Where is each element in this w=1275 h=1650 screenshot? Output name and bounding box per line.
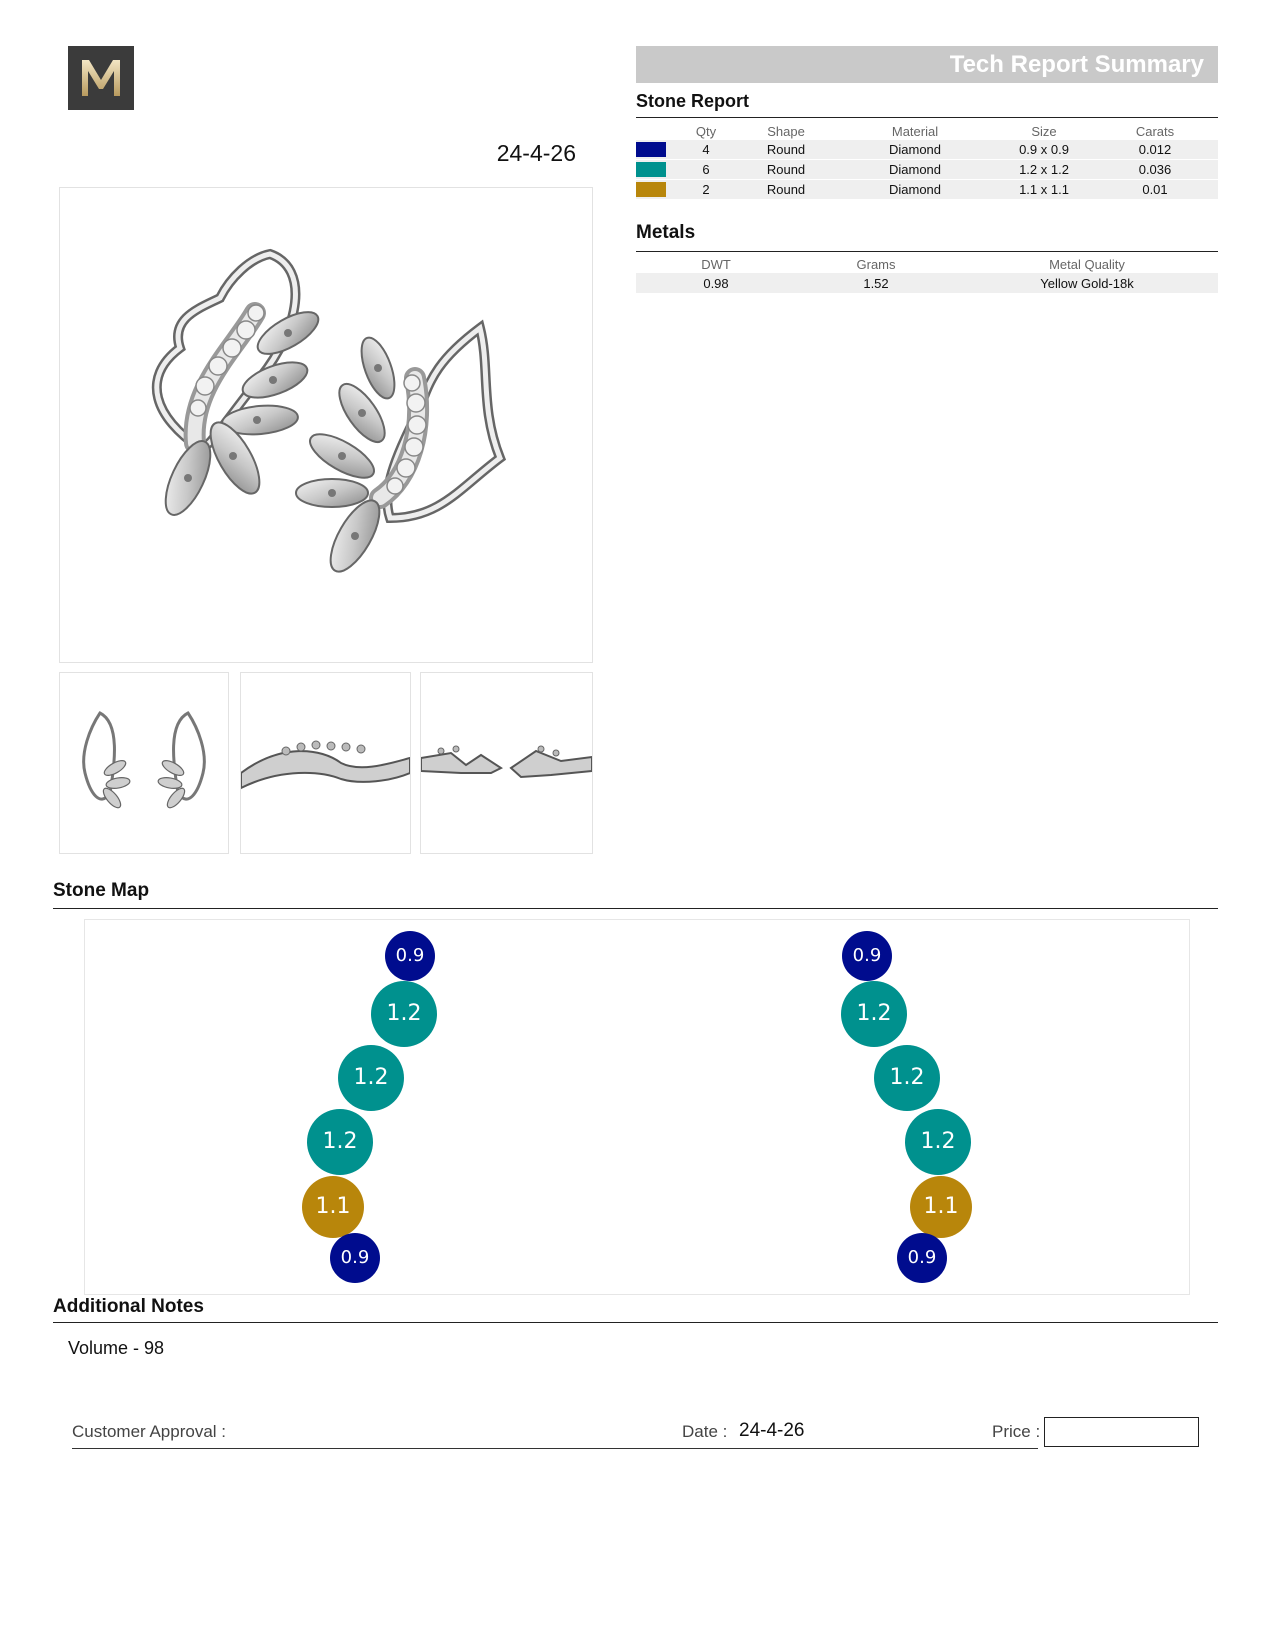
metal-grams: 1.52	[796, 273, 956, 293]
stone-material: Diamond	[888, 162, 942, 177]
stone-map-title: Stone Map	[53, 880, 150, 901]
stone-report-row	[636, 140, 1218, 160]
stone-carats: 0.01	[1142, 182, 1168, 197]
metal-dwt: 0.98	[636, 273, 796, 293]
left-earring	[157, 254, 325, 521]
stone-color-swatch	[636, 142, 666, 157]
report-date: 24-4-26	[496, 140, 576, 166]
approval-signature-line	[72, 1448, 1038, 1449]
stone-size: 0.9 x 0.9	[1019, 142, 1069, 157]
notes-rule	[53, 1322, 1218, 1323]
stone-qty: 6	[702, 162, 710, 177]
metals-title: Metals	[636, 222, 696, 243]
stone-map-left-stone: 1.1	[302, 1176, 364, 1238]
main-render-image	[59, 187, 593, 663]
stone-map-right-stone: 1.2	[874, 1045, 940, 1111]
stone-size: 1.1 x 1.1	[1019, 182, 1069, 197]
thumb-side-icon	[241, 673, 410, 853]
date-label: Date :	[682, 1422, 728, 1441]
stone-map-right-stone: 0.9	[842, 931, 892, 981]
metals-header	[636, 255, 1218, 273]
stone-material: Diamond	[888, 182, 942, 197]
thumbnail-front-view[interactable]	[59, 672, 229, 854]
date-value: 24-4-26	[739, 1420, 805, 1441]
stone-report-row	[636, 180, 1218, 200]
stone-report-header	[636, 122, 1218, 140]
stone-map-rule	[53, 908, 1218, 909]
stone-shape: Round	[766, 142, 806, 157]
col-grams: Grams	[856, 256, 896, 272]
stone-map-right-stone: 1.2	[841, 981, 907, 1047]
stone-report-title: Stone Report	[636, 91, 750, 111]
col-dwt: DWT	[701, 256, 731, 272]
notes-text: Volume - 98	[68, 1338, 165, 1358]
metals-rule	[636, 251, 1218, 252]
stone-color-swatch	[636, 182, 666, 197]
stone-map-left-stone: 1.2	[307, 1109, 373, 1175]
metal-quality: Yellow Gold-18k	[956, 273, 1218, 293]
stone-map-panel	[84, 919, 1190, 1295]
stone-map-left-stone: 1.2	[371, 981, 437, 1047]
thumb-top-icon	[421, 673, 592, 853]
earrings-render	[60, 188, 592, 662]
stone-report-table	[636, 122, 1218, 200]
stone-shape: Round	[766, 182, 806, 197]
stone-color-swatch-cell	[636, 140, 674, 160]
stone-color-swatch	[636, 162, 666, 177]
metals-table	[636, 255, 1218, 293]
stone-color-swatch-cell	[636, 160, 674, 180]
col-metal-quality: Metal Quality	[1049, 256, 1125, 272]
stone-report-rule	[636, 117, 1218, 118]
stone-shape: Round	[766, 162, 806, 177]
stone-carats: 0.012	[1138, 142, 1172, 157]
thumbnail-side-view[interactable]	[240, 672, 411, 854]
price-input-box[interactable]	[1044, 1417, 1199, 1447]
stone-qty: 4	[702, 142, 710, 157]
stone-material: Diamond	[888, 142, 942, 157]
stone-map-right-stone: 1.2	[905, 1109, 971, 1175]
col-carats: Carats	[1135, 123, 1175, 139]
col-shape: Shape	[767, 123, 805, 139]
col-qty: Qty	[695, 123, 717, 139]
right-earring	[296, 328, 500, 579]
stone-size: 1.2 x 1.2	[1019, 162, 1069, 177]
thumbnail-top-view[interactable]	[420, 672, 593, 854]
additional-notes-title: Additional Notes	[53, 1296, 204, 1317]
col-material: Material	[891, 123, 939, 139]
report-banner	[636, 46, 1218, 83]
stone-color-swatch-cell	[636, 180, 674, 200]
col-size: Size	[1031, 123, 1057, 139]
logo-m-icon	[68, 46, 134, 110]
customer-approval-label: Customer Approval :	[72, 1422, 227, 1441]
stone-map-left-stone: 0.9	[385, 931, 435, 981]
banner-title: Tech Report Summary	[949, 51, 1204, 78]
metals-row	[636, 273, 1218, 293]
stone-map-right-stone: 0.9	[897, 1233, 947, 1283]
stone-map-right-stone: 1.1	[910, 1176, 972, 1238]
price-label: Price :	[992, 1422, 1041, 1441]
stone-report-row	[636, 160, 1218, 180]
thumb-front-icon	[60, 673, 228, 853]
stone-map-left-stone: 1.2	[338, 1045, 404, 1111]
stone-qty: 2	[702, 182, 710, 197]
stone-carats: 0.036	[1138, 162, 1172, 177]
company-logo	[68, 46, 134, 110]
stone-map-left-stone: 0.9	[330, 1233, 380, 1283]
